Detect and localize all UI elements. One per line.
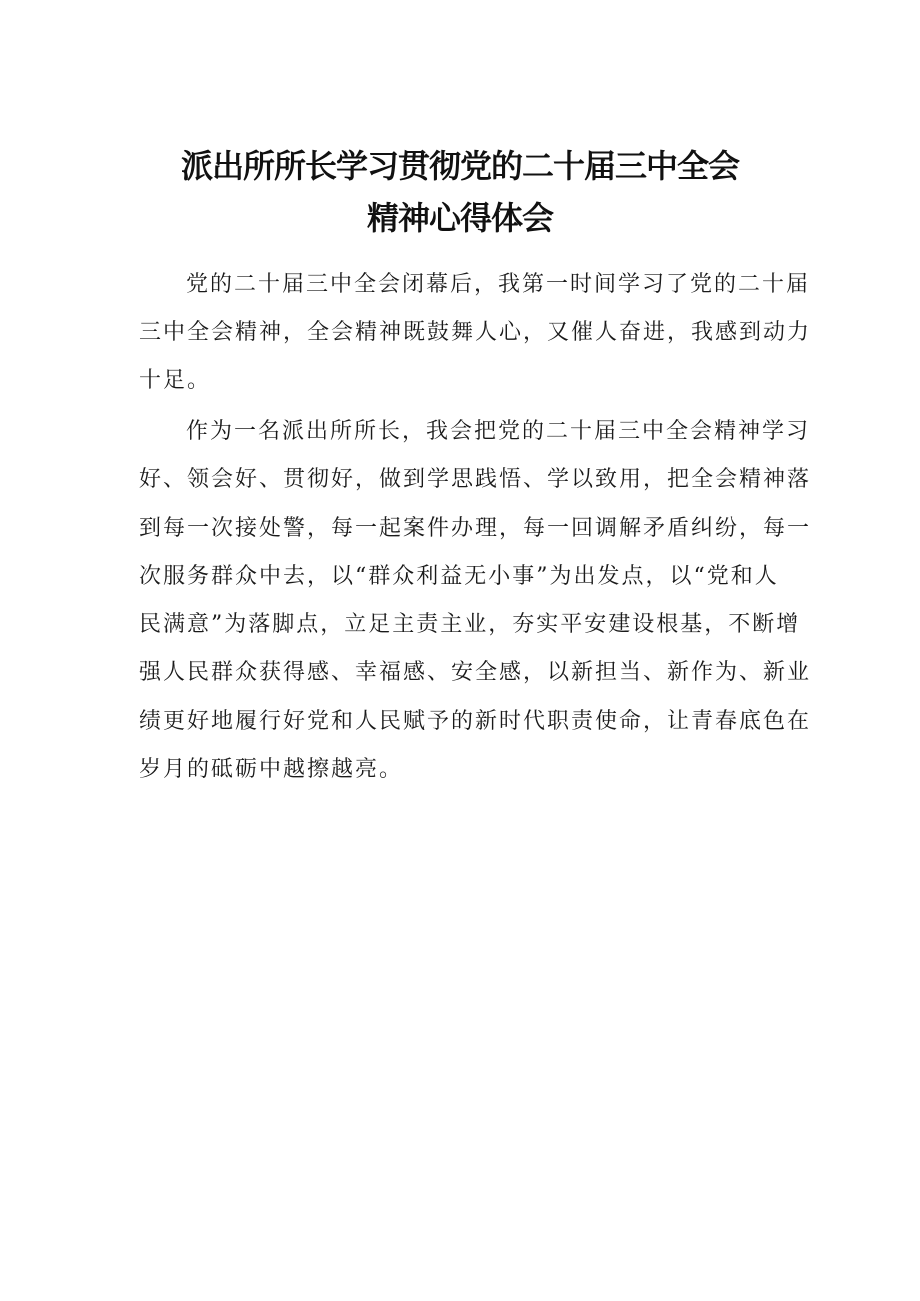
paragraph-2-line-2: 好、领会好、贯彻好，做到学思践悟、学以致用，把全会精神落 <box>139 467 812 492</box>
paragraph-2-line-8: 岁月的砥砺中越擦越亮。 <box>139 757 404 782</box>
document-title-line-1: 派出所所长学习贯彻党的二十届三中全会 <box>180 147 739 185</box>
paragraph-1-line-3: 十足。 <box>139 368 212 393</box>
paragraph-2-line-4: 次服务群众中去，以“群众利益无小事”为出发点，以“党和人 <box>139 564 779 589</box>
document-title-line-2: 精神心得体会 <box>366 199 553 237</box>
paragraph-2-line-7: 绩更好地履行好党和人民赋予的新时代职责使命，让青春底色在 <box>139 709 812 734</box>
paragraph-2-line-3: 到每一次接处警，每一起案件办理，每一回调解矛盾纠纷，每一 <box>139 516 812 541</box>
paragraph-2-line-1: 作为一名派出所所长，我会把党的二十届三中全会精神学习 <box>186 419 811 444</box>
paragraph-1-line-2: 三中全会精神，全会精神既鼓舞人心，又催人奋进，我感到动力 <box>139 320 812 345</box>
paragraph-1-line-1: 党的二十届三中全会闭幕后，我第一时间学习了党的二十届 <box>186 272 811 297</box>
paragraph-2-line-5: 民满意”为落脚点，立足主责主业，夯实平安建设根基，不断增 <box>139 612 801 637</box>
paragraph-2-line-6: 强人民群众获得感、幸福感、安全感，以新担当、新作为、新业 <box>139 660 812 685</box>
